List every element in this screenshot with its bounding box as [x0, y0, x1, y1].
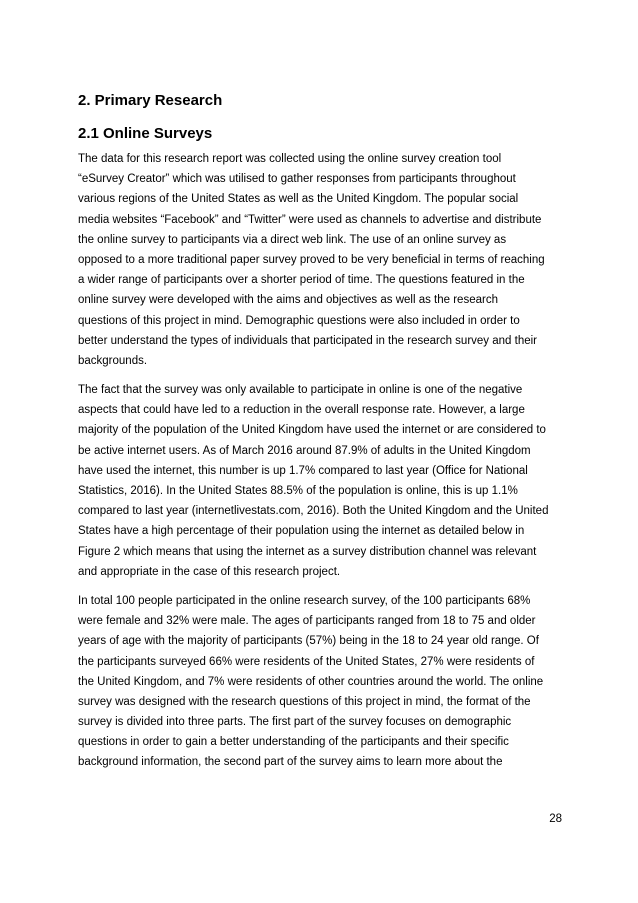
paragraph-line: Statistics, 2016). In the United States 88.5% of the population is online, this is up 1.1% — [78, 485, 518, 497]
paragraph-line: the online survey to participants via a direct web link. The use of an online survey as — [78, 233, 507, 246]
paragraph-line: compared to last year (internetlivestats.com, 2016). Both the United Kingdom and the United — [78, 505, 549, 518]
paragraph-line: have used the internet, this number is up 1.7% compared to last year (Office for National — [78, 464, 528, 477]
paragraph-line: aspects that could have led to a reduction in the overall response rate. However, a large — [78, 404, 525, 417]
paragraph-line: questions of this project in mind. Demographic questions were also included in order to — [78, 314, 520, 327]
paragraph-line: survey was designed with the research questions of this project in mind, the format of the — [78, 695, 531, 708]
paragraph-line: Figure 2 which means that using the internet as a survey distribution channel was relevant — [78, 545, 537, 558]
paragraph-line: media websites “Facebook” and “Twitter” were used as channels to advertise and distribute — [78, 213, 542, 226]
paragraph-line: The data for this research report was collected using the online survey creation tool — [78, 153, 502, 165]
page-number: 28 — [549, 813, 562, 825]
paragraph-line: In total 100 people participated in the online research survey, of the 100 participants 68% — [78, 594, 531, 607]
paragraph-line: background information, the second part of the survey aims to learn more about the — [78, 756, 503, 769]
section-heading: 2. Primary Research — [78, 92, 223, 109]
paragraph-line: and appropriate in the case of this research project. — [78, 565, 341, 578]
paragraph-line: The fact that the survey was only available to participate in online is one of the negative — [78, 384, 523, 397]
paragraph-line: survey is divided into three parts. The first part of the survey focuses on demographic — [78, 716, 512, 729]
paragraph-line: questions in order to gain a better understanding of the participants and their specific — [78, 736, 509, 749]
paragraph-line: opposed to a more traditional paper survey proved to be very beneficial in terms of reaching — [78, 253, 545, 266]
paragraph-line: States have a high percentage of their population using the internet as detailed below in — [78, 525, 525, 538]
paragraph — [78, 591, 562, 773]
paragraph-line: be active internet users. As of March 2016 around 87.9% of adults in the United Kingdom — [78, 444, 531, 457]
page-content — [78, 89, 562, 773]
paragraph-line: were female and 32% were male. The ages of participants ranged from 18 to 75 and older — [78, 615, 536, 628]
paragraph-line: majority of the population of the United Kingdom have used the internet or are considered to — [78, 424, 546, 437]
paragraph-line: online survey were developed with the aims and objectives as well as the research — [78, 294, 498, 307]
subsection-heading: 2.1 Online Surveys — [78, 125, 213, 142]
paragraph-line: the United Kingdom, and 7% were residents of other countries around the world. The online — [78, 675, 544, 688]
paragraph-line: “eSurvey Creator” which was utilised to gather responses from participants throughout — [78, 173, 516, 186]
paragraph — [78, 380, 562, 582]
paragraph-line: various regions of the United States as well as the United Kingdom. The popular social — [78, 193, 519, 206]
paragraph-line: backgrounds. — [78, 354, 148, 367]
paragraph-line: a wider range of participants over a shorter period of time. The questions featured in the — [78, 274, 525, 287]
paragraph-line: better understand the types of individuals that participated in the research survey and their — [78, 334, 537, 347]
paragraph-line: years of age with the majority of participants (57%) being in the 18 to 24 year old range. Of — [78, 635, 539, 648]
paragraph-line: the participants surveyed 66% were residents of the United States, 27% were residents of — [78, 655, 535, 668]
paragraph — [78, 149, 562, 371]
